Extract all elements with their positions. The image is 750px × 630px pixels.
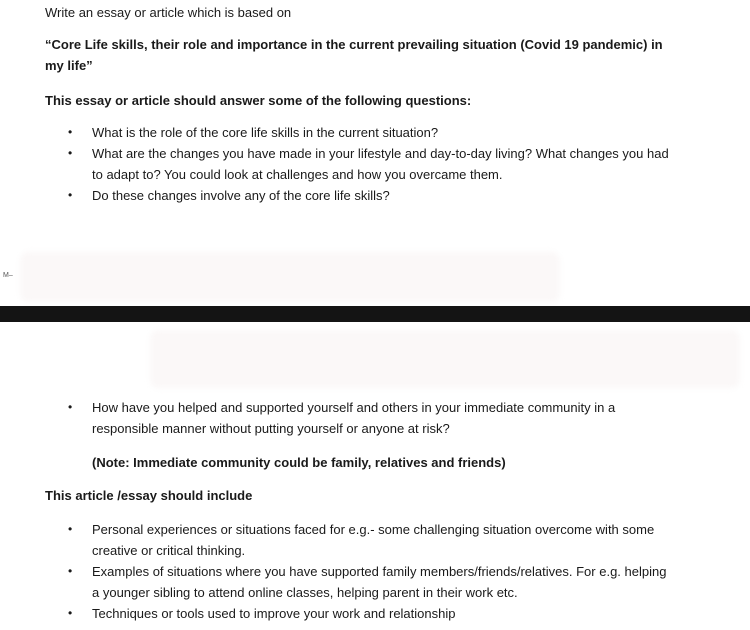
bullet-icon: • — [68, 146, 73, 160]
margin-mark: M– — [3, 272, 13, 279]
include-heading: This article /essay should include — [45, 488, 253, 503]
bullet-icon: • — [68, 522, 73, 536]
bullet-icon: • — [68, 125, 73, 139]
smudge-top — [20, 252, 560, 302]
include-list — [68, 519, 672, 624]
questions-heading: This essay or article should answer some of the following questions: — [45, 93, 472, 108]
bullet-icon: • — [68, 188, 73, 202]
include-text: Techniques or tools used to improve your work and relationship — [92, 606, 456, 621]
list-item — [68, 519, 672, 561]
bullet-icon: • — [68, 606, 73, 620]
bullet-icon: • — [68, 400, 73, 414]
question-text: Do these changes involve any of the core life skills? — [92, 188, 390, 203]
note-text: (Note: Immediate community could be family, relatives and friends) — [92, 455, 506, 470]
essay-topic: “Core Life skills, their role and importance in the current prevailing situation (Covid 19 pandemic) in my life” — [45, 37, 663, 73]
list-item — [68, 143, 672, 185]
question-text: How have you helped and supported yourself and others in your immediate community in a responsible manner without putting yourself or anyone at risk? — [92, 400, 616, 436]
include-text: Personal experiences or situations faced for e.g.- some challenging situation overcome with some creative or critical thinking. — [92, 522, 655, 558]
list-item — [68, 603, 672, 624]
list-item — [68, 397, 672, 439]
questions-list-continued — [68, 397, 672, 439]
page-divider — [0, 306, 750, 322]
list-item — [68, 122, 672, 143]
intro-text: Write an essay or article which is based on — [45, 5, 292, 20]
bullet-icon: • — [68, 564, 73, 578]
questions-list — [68, 122, 672, 206]
include-text: Examples of situations where you have supported family members/friends/relatives. For e.g. helping a younger sibling to attend online classes, helping parent in their work etc. — [92, 564, 667, 600]
list-item — [68, 185, 672, 206]
list-item — [68, 561, 672, 603]
smudge-bottom — [150, 330, 740, 388]
question-text: What is the role of the core life skills in the current situation? — [92, 125, 439, 140]
question-text: What are the changes you have made in your lifestyle and day-to-day living? What changes you had to adapt to? You could look at challenges and how you overcame them. — [92, 146, 669, 182]
